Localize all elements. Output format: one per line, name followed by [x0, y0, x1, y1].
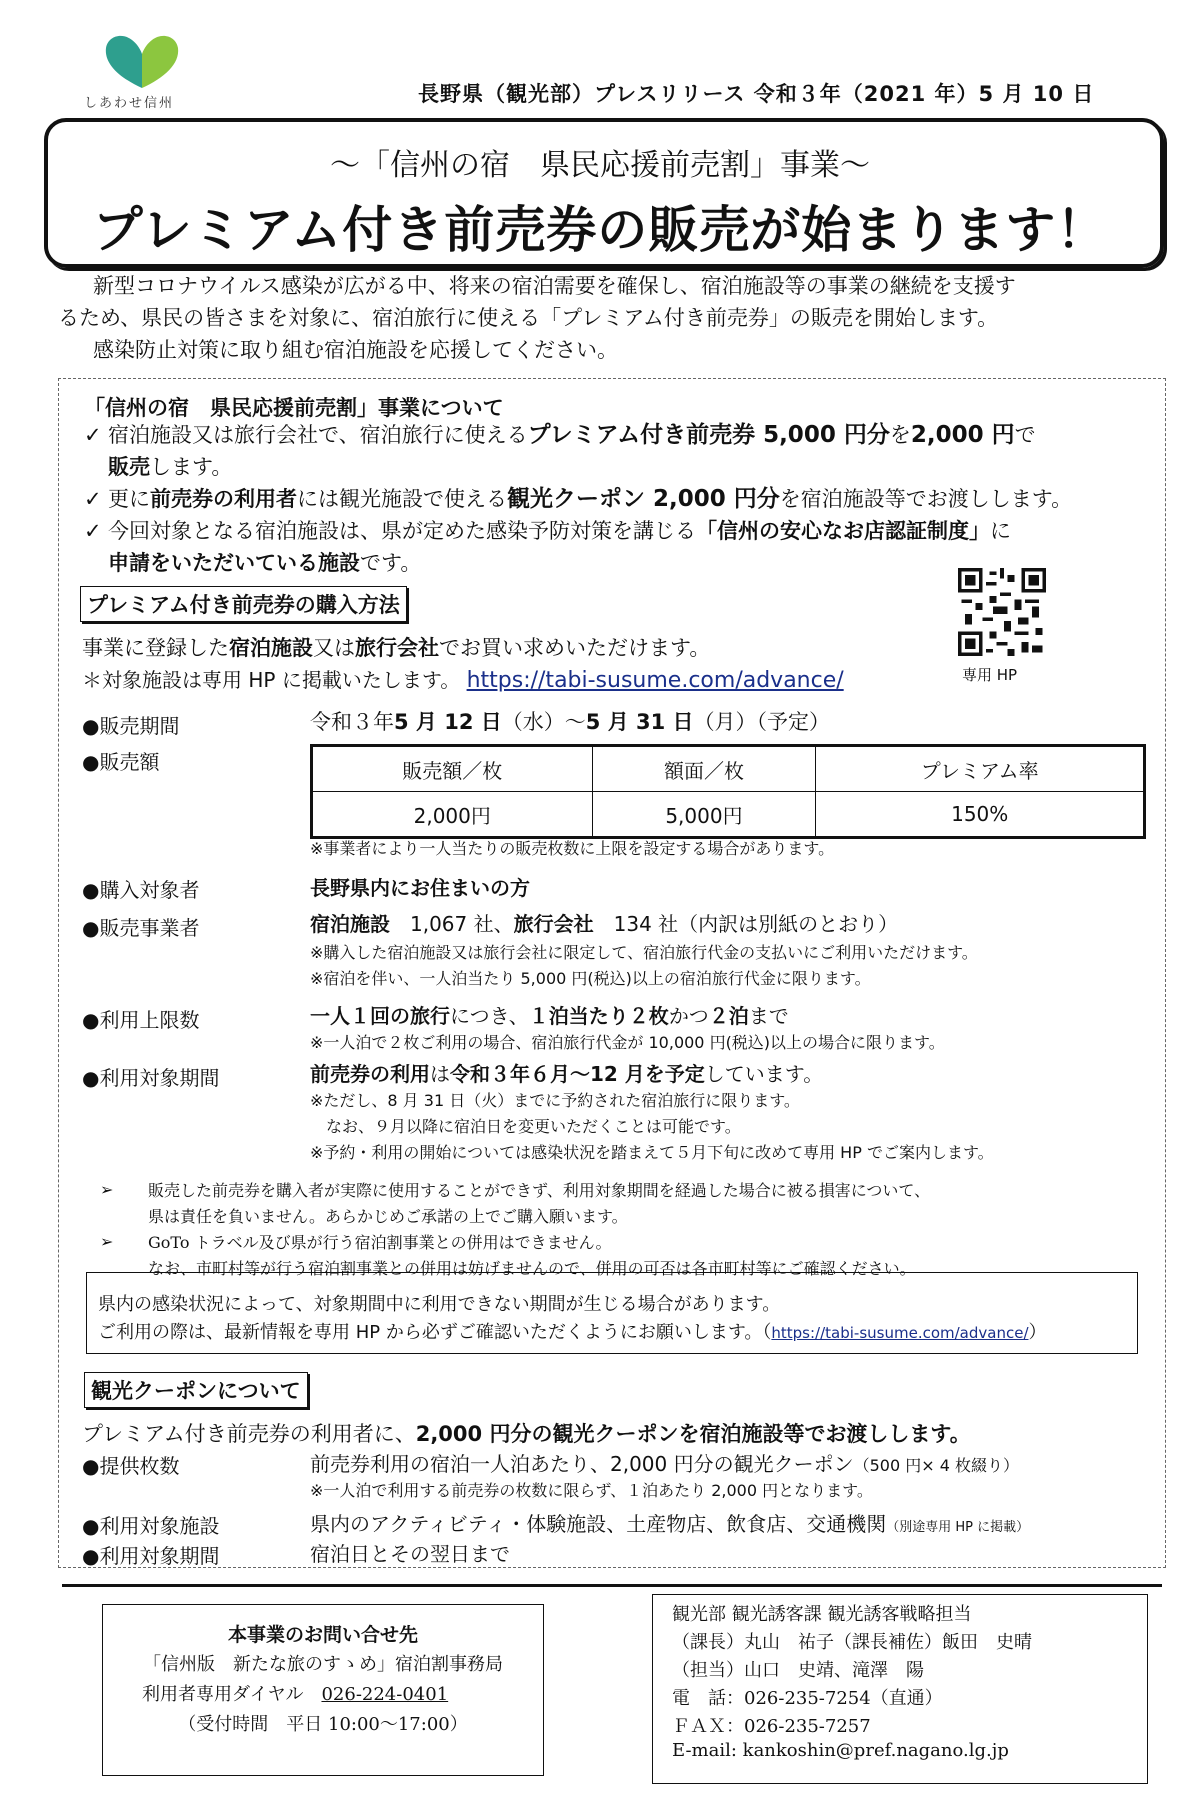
sellers-note: ※購入した宿泊施設又は旅行会社に限定して、宿泊旅行代金の支払いにご利用いただけます。 [310, 943, 978, 962]
hp-link[interactable]: https://tabi-susume.com/advance/ [466, 668, 844, 693]
table-header: プレミアム率 [816, 746, 1145, 792]
use-period-note: なお、９月以降に宿泊日を変更いただくことは可能です。 [310, 1117, 741, 1136]
sellers-note: ※宿泊を伴い、一人泊当たり 5,000 円(税込)以上の宿泊旅行代金に限ります。 [310, 969, 871, 988]
caution-marker: ➢ [100, 1180, 114, 1199]
about-heading: 「信州の宿 県民応援前売割」事業について [84, 396, 504, 420]
contact-dept: 観光部 観光誘客課 観光誘客戦略担当 [672, 1604, 972, 1625]
coupon-facility-label: ●利用対象施設 [82, 1514, 220, 1538]
purchase-note: ＊対象施設は専用 HP に掲載いたします。 https://tabi-susume.com/advance/ [82, 668, 844, 693]
main-title: プレミアム付き前売券の販売が始まります！ [92, 201, 1108, 259]
target-value: 長野県内にお住まいの方 [310, 876, 530, 900]
sellers-label: ●販売事業者 [82, 916, 200, 940]
contact-managers: （課長）丸山 祐子（課長補佐）飯田 史晴 [672, 1632, 1032, 1653]
use-period-value: 前売券の利用は令和３年６月～12 月を予定しています。 [310, 1062, 824, 1086]
sellers-value: 宿泊施設 1,067 社、旅行会社 134 社（内訳は別紙のとおり） [310, 912, 899, 936]
inquiry-dial: 利用者専用ダイヤル 026-224-0401 [142, 1684, 449, 1705]
qr-code-icon [958, 568, 1046, 656]
coupon-count-value: 前売券利用の宿泊一人泊あたり、2,000 円分の観光クーポン（500 円× 4 枚綴り） [310, 1452, 1020, 1476]
table-header: 額面／枚 [592, 746, 816, 792]
about-item: 申請をいただいている施設です。 [108, 551, 422, 575]
price-table [310, 744, 1146, 839]
coupon-period-value: 宿泊日とその翌日まで [310, 1542, 510, 1566]
phone-number[interactable]: 026-224-0401 [321, 1684, 449, 1705]
use-period-label: ●利用対象期間 [82, 1066, 220, 1090]
coupon-count-note: ※一人泊で利用する前売券の枚数に限らず、１泊あたり 2,000 円となります。 [310, 1481, 873, 1500]
table-cell: 150% [816, 792, 1145, 838]
divider [62, 1584, 1162, 1587]
sales-period-value: 令和３年5 月 12 日（水）～5 月 31 日（月）（予定） [310, 710, 831, 734]
coupon-facility-value: 県内のアクティビティ・体験施設、土産物店、飲食店、交通機関（別途専用 HP に掲載） [310, 1512, 1030, 1536]
coupon-lead: プレミアム付き前売券の利用者に、2,000 円分の観光クーポンを宿泊施設等でお渡しします。 [82, 1422, 971, 1446]
notice-link[interactable]: https://tabi-susume.com/advance/ [771, 1324, 1029, 1342]
coupon-period-label: ●利用対象期間 [82, 1544, 220, 1568]
contact-email[interactable]: E-mail: kankoshin@pref.nagano.lg.jp [672, 1740, 1009, 1761]
inquiry-title: 本事業のお問い合せ先 [227, 1624, 418, 1646]
caution-marker: ➢ [100, 1232, 114, 1251]
use-period-note: ※予約・利用の開始については感染状況を踏まえて５月下旬に改めて専用 HP でご案内します。 [310, 1143, 994, 1162]
inquiry-hours: （受付時間 平日 10:00～17:00） [178, 1714, 468, 1735]
about-item: ✓ 更に前売券の利用者には観光施設で使える観光クーポン 2,000 円分を宿泊施設等でお渡しします。 [84, 486, 1073, 512]
logo-text: しあわせ信州 [84, 96, 175, 111]
qr-label: 専用 HP [962, 666, 1018, 684]
check-icon: ✓ [84, 487, 102, 511]
intro-line: るため、県民の皆さまを対象に、宿泊旅行に使える「プレミアム付き前売券」の販売を開始します。 [58, 306, 999, 330]
coupon-heading: 観光クーポンについて [84, 1372, 308, 1408]
table-header-row [312, 746, 1145, 792]
press-release-date: 長野県（観光部）プレスリリース 令和３年（2021 年）5 月 10 日 [418, 82, 1095, 106]
purchase-line: 事業に登録した宿泊施設又は旅行会社でお買い求めいただけます。 [82, 636, 711, 660]
limit-label: ●利用上限数 [82, 1008, 200, 1032]
subtitle: ～「信州の宿 県民応援前売割」事業～ [330, 148, 870, 183]
about-item: ✓ 今回対象となる宿泊施設は、県が定めた感染予防対策を講じる「信州の安心なお店認証制度」に [84, 516, 1011, 546]
contact-staff: （担当）山口 史靖、滝澤 陽 [672, 1660, 924, 1681]
table-cell: 5,000円 [592, 792, 816, 838]
coupon-count-label: ●提供枚数 [82, 1454, 180, 1478]
shinshu-logo [100, 30, 184, 90]
intro-paragraph [58, 270, 1162, 366]
price-note: ※事業者により一人当たりの販売枚数に上限を設定する場合があります。 [310, 839, 835, 858]
target-label: ●購入対象者 [82, 878, 200, 902]
contact-phone: 電 話：026-235-7254（直通） [672, 1688, 943, 1709]
intro-line: 新型コロナウイルス感染が広がる中、将来の宿泊需要を確保し、宿泊施設等の事業の継続を支援す [72, 274, 1016, 298]
check-icon: ✓ [84, 423, 102, 447]
limit-value: 一人１回の旅行につき、１泊当たり２枚かつ２泊まで [310, 1004, 789, 1028]
table-header: 販売額／枚 [312, 746, 593, 792]
notice-line: ご利用の際は、最新情報を専用 HP から必ずご確認いただくようにお願いします。（https://tabi-susume.com/advance/） [98, 1322, 1047, 1343]
about-item: ✓ 宿泊施設又は旅行会社で、宿泊旅行に使えるプレミアム付き前売券 5,000 円分を2,000 円で [84, 422, 1036, 448]
limit-note: ※一人泊で２枚ご利用の場合、宿泊旅行代金が 10,000 円(税込)以上の場合に限ります。 [310, 1033, 945, 1052]
purchase-heading: プレミアム付き前売券の購入方法 [80, 586, 407, 622]
contact-fax: ＦＡＸ：026-235-7257 [672, 1716, 871, 1737]
caution-text: GoTo トラベル及び県が行う宿泊割事業との併用はできません。 [148, 1233, 612, 1252]
table-row [312, 792, 1145, 838]
intro-line: 感染防止対策に取り組む宿泊施設を応援してください。 [72, 338, 618, 362]
sales-period-label: ●販売期間 [82, 714, 180, 738]
caution-text: 販売した前売券を購入者が実際に使用することができず、利用対象期間を経過した場合に被る損害について、 [148, 1181, 931, 1200]
caution-text: なお、市町村等が行う宿泊割事業との併用は妨げませんので、併用の可否は各市町村等にご確認ください。 [148, 1259, 916, 1278]
table-cell: 2,000円 [312, 792, 593, 838]
inquiry-office: 「信州版 新たな旅のすゝめ」宿泊割事務局 [143, 1654, 503, 1675]
use-period-note: ※ただし、8 月 31 日（火）までに予約された宿泊旅行に限ります。 [310, 1091, 800, 1110]
check-icon: ✓ [84, 519, 102, 543]
notice-line: 県内の感染状況によって、対象期間中に利用できない期間が生じる場合があります。 [98, 1294, 781, 1315]
about-item: 販売します。 [108, 455, 233, 479]
price-label: ●販売額 [82, 750, 160, 774]
caution-text: 県は責任を負いません。あらかじめご承諾の上でご購入願います。 [148, 1207, 628, 1226]
